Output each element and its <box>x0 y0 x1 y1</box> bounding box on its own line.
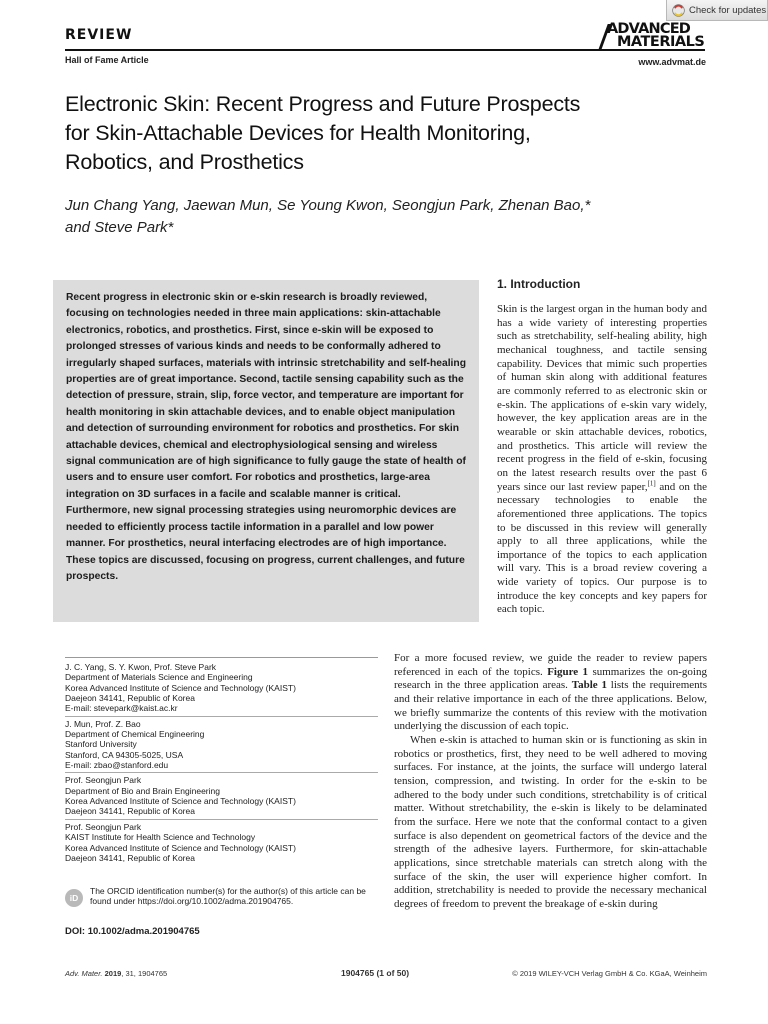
affiliation-divider <box>65 716 378 717</box>
footer-year: 2019 <box>104 969 122 978</box>
affiliation-group <box>65 775 385 816</box>
article-category: Hall of Fame Article <box>65 55 149 65</box>
journal-url[interactable]: www.advmat.de <box>638 57 706 67</box>
affiliations <box>65 662 385 865</box>
affiliation-divider <box>65 772 378 773</box>
article-title <box>65 90 665 177</box>
affiliation-line: J. Mun, Prof. Z. Bao <box>65 718 141 729</box>
check-for-updates-button[interactable] <box>666 0 768 21</box>
authors-line-2: and Steve Park* <box>65 219 174 236</box>
intro-text-part-2: and on the necessary technologies to enable the aforementioned three applications. The topics to be discussed in this review will generally apply to all three applications, while the importance of the topics to each application will vary. This is a broad review covering a wide variety of topics. Our purpose is to introduce the key concepts and key papers for each topic. <box>497 480 707 616</box>
doi-link[interactable]: DOI: 10.1002/adma.201904765 <box>65 926 200 937</box>
section-heading-introduction: 1. Introduction <box>497 277 581 291</box>
intro-text-part-3: For a more focused review, we guide the reader to review papers referenced in each of the topics. <box>394 652 707 678</box>
table-1-link[interactable]: Table 1 <box>571 679 607 692</box>
footer-journal: Adv. Mater. <box>65 969 103 978</box>
figure-1-link[interactable]: Figure 1 <box>547 665 589 678</box>
affiliation-line: Daejeon 34141, Republic of Korea <box>65 693 195 704</box>
title-line-2: for Skin-Attachable Devices for Health Monitoring, <box>65 121 531 145</box>
footer-copyright: © 2019 WILEY-VCH Verlag GmbH & Co. KGaA, Weinheim <box>512 969 707 978</box>
footer-page-number: 1904765 (1 of 50) <box>341 968 410 978</box>
page-footer <box>65 968 707 982</box>
affiliation-line: KAIST Institute for Health Science and Technology <box>65 832 256 843</box>
affiliation-email[interactable]: E-mail: zbao@stanford.edu <box>65 760 169 771</box>
affiliation-line: Department of Chemical Engineering <box>65 729 205 740</box>
affiliation-line: Daejeon 34141, Republic of Korea <box>65 852 195 863</box>
affiliation-line: Stanford University <box>65 739 137 750</box>
affiliation-rule <box>65 657 378 658</box>
orcid-icon: iD <box>65 889 83 907</box>
orcid-text[interactable]: The ORCID identification number(s) for the author(s) of this article can be found under https://doi.org/10.1002/adma.201904765. <box>90 886 366 907</box>
affiliation-line: Prof. Seongjun Park <box>65 821 142 832</box>
intro-text-part-1: Skin is the largest organ in the human body and has a wide variety of interesting properties such as stretchability, self-healing ability, high mechanical toughness, and tactile sensing capability. Devices that mimic such properties of human skin along with additional features are commonly referred to as electronic skin or e-skin. The applications of e-skin vary widely, however, the key application areas are in the wearable or skin attachable devices, robotics, and prosthetics. This article will review the recent progress in the field of e-skin, focusing on the latest research results over the past 6 years since our last review paper, <box>497 303 707 493</box>
abstract-box <box>53 280 479 622</box>
intro-wide-column <box>394 652 707 911</box>
logo-line-1: ADVANCED <box>607 21 691 37</box>
affiliation-group <box>65 822 385 863</box>
affiliation-group <box>65 719 385 771</box>
affiliation-line: Department of Bio and Brain Engineering <box>65 785 220 796</box>
title-line-1: Electronic Skin: Recent Progress and Future Prospects <box>65 92 581 116</box>
intro-paragraph-1-narrow <box>497 303 707 617</box>
authors-line-1: Jun Chang Yang, Jaewan Mun, Se Young Kwon, Seongjun Park, Zhenan Bao,* <box>65 197 591 214</box>
logo-line-2: MATERIALS <box>617 34 705 50</box>
intro-text-part-4: summarizes the on-going research in the three application areas. <box>394 665 707 692</box>
affiliation-email[interactable]: E-mail: stevepark@kaist.ac.kr <box>65 703 178 714</box>
affiliation-line: Daejeon 34141, Republic of Korea <box>65 806 195 817</box>
affiliation-line: Department of Materials Science and Engineering <box>65 672 253 683</box>
check-updates-icon <box>672 4 685 17</box>
affiliation-line: J. C. Yang, S. Y. Kwon, Prof. Steve Park <box>65 662 217 672</box>
affiliation-group <box>65 662 385 714</box>
abstract-text: Recent progress in electronic skin or e-skin research is broadly reviewed, focusing on technologies needed in three main applications: skin-attachable electronics, robotics, and prosthetics. First, since e-skin will be exposed to prolonged stresses of various kinds and needs to be conformally adhered to irregularly shaped surfaces, materials with intrinsic stretchability and self-healing properties are of great importance. Second, tactile sensing capability such as the detection of pressure, strain, slip, force vector, and temperature are important for health monitoring in skin attachable devices, and to enable object manipulation and detection of surrounding environment for robotics and prosthetics. For skin attachable devices, chemical and electrophysiological sensing and wireless signal communication are of high significance to fully gauge the state of health of users and to ensure user comfort. For robotics and prosthetics, large-area integration on 3D surfaces in a facile and scalable manner is critical. Furthermore, new signal processing strategies using neuromorphic devices are needed to efficiently process tactile information in a parallel and low power manner. For prosthetics, neural interfacing electrodes are of high importance. These topics are discussed, focusing on progress, current challenges, and future prospects. <box>66 292 466 582</box>
affiliation-line: Korea Advanced Institute of Science and Technology (KAIST) <box>65 682 296 693</box>
citation-ref-1[interactable]: [1] <box>647 478 656 487</box>
title-line-3: Robotics, and Prosthetics <box>65 150 304 174</box>
author-list <box>65 195 655 239</box>
section-label: REVIEW <box>65 27 133 43</box>
affiliation-line: Korea Advanced Institute of Science and Technology (KAIST) <box>65 842 296 853</box>
intro-paragraph-1-continued <box>394 652 707 734</box>
affiliation-line: Stanford, CA 94305-5025, USA <box>65 749 184 760</box>
orcid-note <box>65 886 385 907</box>
affiliation-divider <box>65 819 378 820</box>
journal-logo <box>603 22 707 52</box>
check-updates-label: Check for updates <box>689 4 767 16</box>
intro-text-part-5: lists the requirements and their relative importance in each of the three applications. Below, we briefly summarize the contents of this review with the motivation underlying the discussion of each topic. <box>394 679 708 733</box>
footer-citation <box>65 969 167 978</box>
footer-volume: , 31, 1904765 <box>121 969 168 978</box>
affiliation-line: Prof. Seongjun Park <box>65 775 142 786</box>
affiliation-line: Korea Advanced Institute of Science and Technology (KAIST) <box>65 796 296 807</box>
intro-paragraph-2: When e-skin is attached to human skin or is functioning as skin in robotics or prosthetics, first, they need to be well adhered to moving surfaces. For instance, at the joints, the surface will undergo lateral tension, compression, and twisting. In order for the e-skin to be adhered to the body under such conditions, stretchability is of critical matter. Without stretchability, the e-skin is likely to be delaminated from the surface. Here we note that the conformal contact to a given surface is also dependent on geometrical factors of the device and the strength of the adhesive layers. Furthermore, for skin-attachable applications, since stretchable materials can stretch along with the surface of the skin, the user will experience higher comfort. In addition, stretchability is needed to provide the necessary mechanical degrees of freedom to prevent the breakage of e-skin during <box>394 733 707 910</box>
